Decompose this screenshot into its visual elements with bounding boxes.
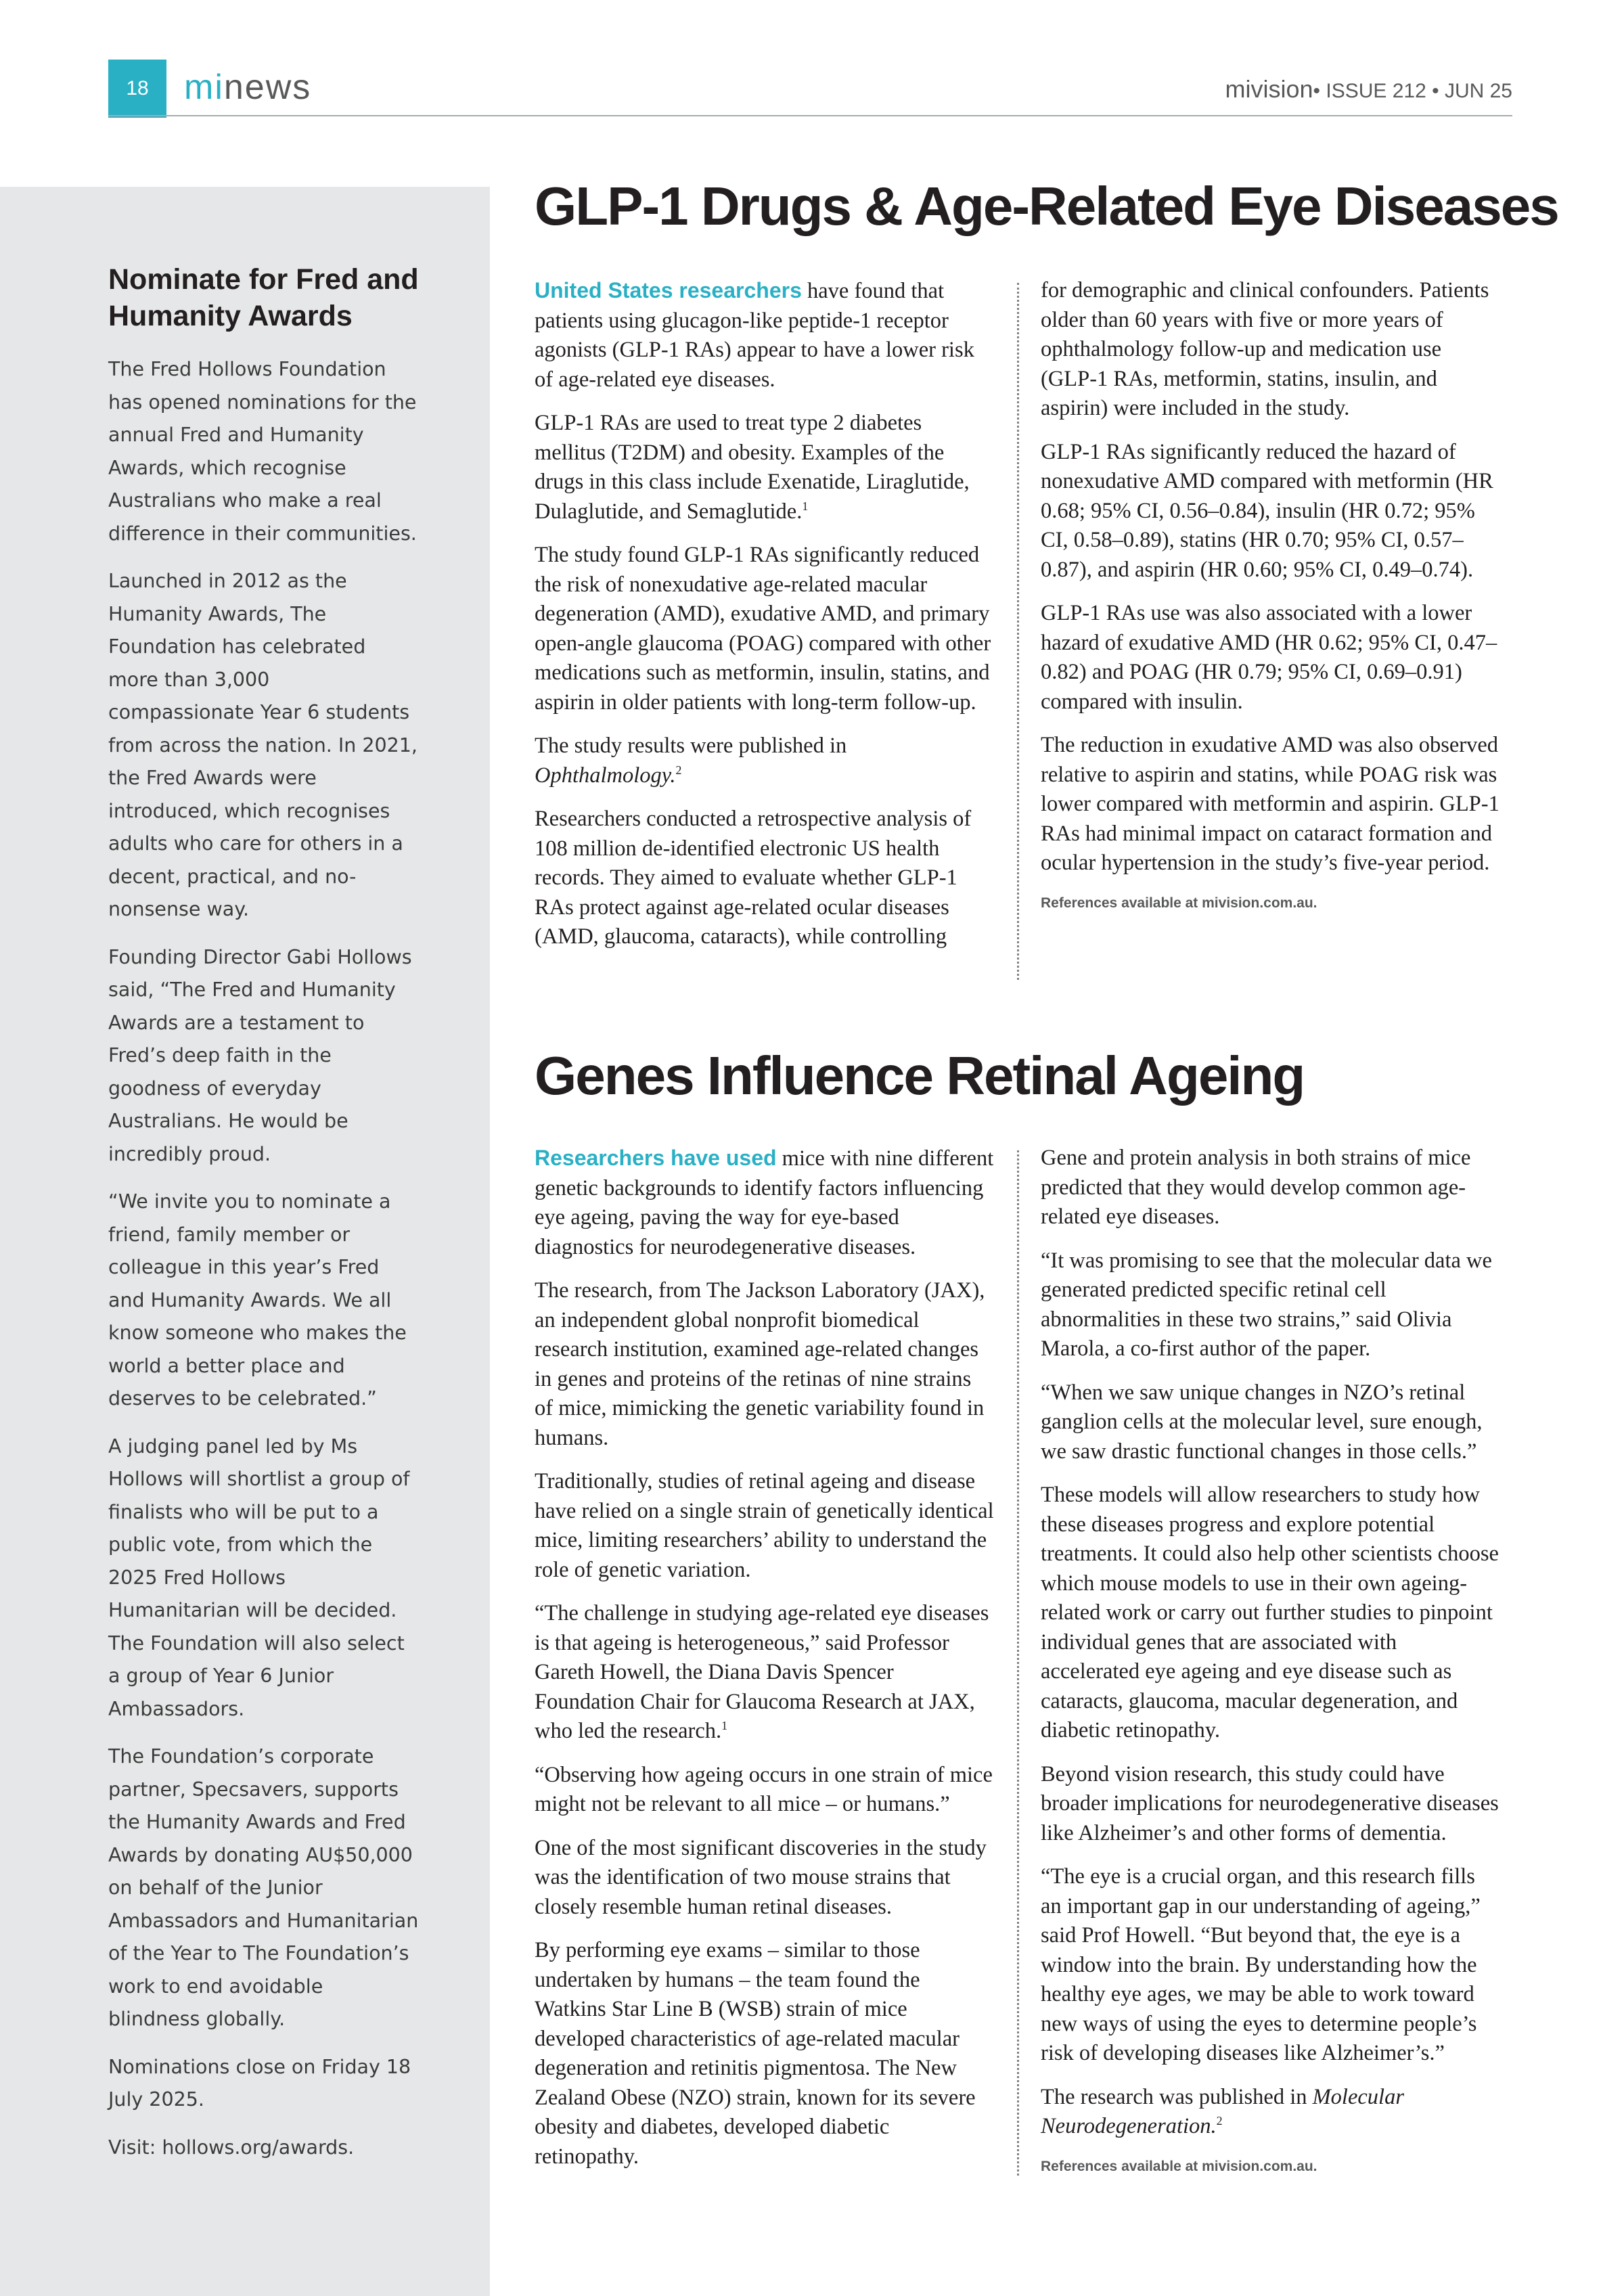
article2-paragraph: “It was promising to see that the molecular data we generated predicted specific retinal cell abnormalities in these two strains,” said Olivia Marola, a co-first author of the paper. (1041, 1248, 1492, 1361)
article2-paragraph: These models will allow researchers to study how these diseases progress and explore potential treatments. It could also help other scientists choose which mouse models to use in their own ageing-related work or carry out further studies to pinpoint individual genes that are associated with accelerated eye ageing and eye disease such as cataracts, glaucoma, macular degeneration, and diabetic retinopathy. (1041, 1483, 1499, 1742)
article2-paragraph: One of the most significant discoveries in the study was the identification of two mouse strains that closely resemble human retinal diseases. (535, 1835, 987, 1919)
article1-column-right (1041, 276, 1501, 928)
header-rule (108, 115, 1512, 116)
sidebar-paragraph: “We invite you to nominate a friend, family member or colleague in this year’s Fred and Humanity Awards. We all know someone who makes the world a better place and deserves to be celebrated.” (108, 1190, 407, 1410)
column-divider (1017, 1150, 1019, 2176)
article2-paragraph: The research was published in Molecular Neurodegeneration.$^2$ (1041, 2084, 1404, 2138)
article1-title: GLP-1 Drugs & Age-Related Eye Diseases (535, 176, 1558, 236)
article1-paragraph: for demographic and clinical confounders. Patients older than 60 years with five or more years of ophthalmology follow-up and medication use (GLP-1 RAs, metformin, statins, insulin, and aspirin) were included in the study. (1041, 278, 1489, 420)
article1-paragraph: Researchers conducted a retrospective analysis of 108 million de-identified electronic US health records. They aimed to evaluate whether GLP-1 RAs protect against age-related ocular diseases (AMD, glaucoma, cataracts), while controlling (535, 807, 972, 949)
publication-name: mivision (1225, 75, 1313, 103)
sidebar-paragraph: Nominations close on Friday 18 July 2025. (108, 2055, 411, 2111)
reference-marker: 1 (721, 1719, 728, 1733)
brand-prefix: mi (184, 68, 224, 107)
sidebar-paragraph: Founding Director Gabi Hollows said, “The Fred and Humanity Awards are a testament to Fred’s deep faith in the goodness of everyday Australians. He would be incredibly proud. (108, 945, 412, 1165)
article2-paragraph: “The eye is a crucial organ, and this research fills an important gap in our understanding of ageing,” said Prof Howell. “But beyond that, the eye is a window into the brain. By understanding how the healthy eye ages, we may be able to work toward new ways of using the eyes to determine people’s risk of developing diseases like Alzheimer’s.” (1041, 1864, 1481, 2065)
reference-marker: 1 (802, 499, 809, 513)
article2-paragraph: Researchers have used mice with nine different genetic backgrounds to identify factors influencing eye ageing, paving the way for eye-based diagnostics for neurodegenerative diseases. (535, 1146, 994, 1259)
article2-paragraph: Gene and protein analysis in both strains of mice predicted that they would develop common age-related eye diseases. (1041, 1146, 1471, 1229)
journal-name: Ophthalmology. (535, 763, 676, 788)
article1-references-link[interactable]: References available at mivision.com.au. (1041, 895, 1317, 911)
article1-paragraph: The reduction in exudative AMD was also observed relative to aspirin and statins, while POAG risk was lower compared with metformin and aspirin. GLP-1 RAs had minimal impact on cataract formation and ocular hypertension in the study’s five-year period. (1041, 733, 1499, 875)
issue-date: • ISSUE 212 • JUN 25 (1313, 80, 1512, 102)
article2-references-link[interactable]: References available at mivision.com.au. (1041, 2158, 1317, 2174)
article1-paragraph: The study results were published in Ophthalmology.$^2$ (535, 734, 847, 788)
journal-name: Molecular Neurodegeneration. (1041, 2084, 1404, 2138)
reference-marker: 2 (1216, 2114, 1223, 2128)
brand-suffix: news (223, 68, 312, 107)
page-number: 18 (108, 60, 166, 118)
sidebar-content (108, 261, 420, 2179)
article2-paragraph: “The challenge in studying age-related eye diseases is that ageing is heterogeneous,” said Professor Gareth Howell, the Diana Davis Spencer Foundation Chair for Glaucoma Research at JAX, who led the research.$^1$ (535, 1601, 989, 1743)
article2-column-right (1041, 1144, 1501, 2191)
article1-paragraph: The study found GLP-1 RAs significantly reduced the risk of nonexudative age-related macular degeneration (AMD), exudative AMD, and primary open-angle glaucoma (POAG) compared with other medications such as metformin, insulin, statins, and aspirin in older patients with long-term follow-up. (535, 543, 991, 715)
article2-lead: Researchers have used (535, 1146, 777, 1170)
article1-paragraph: United States researchers have found that patients using glucagon-like peptide-1 receptor agonists (GLP-1 RAs) appear to have a lower risk of age-related eye diseases. (535, 278, 974, 392)
article2-paragraph: “When we saw unique changes in NZO’s retinal ganglion cells at the molecular level, sure enough, we saw drastic functional changes in those cells.” (1041, 1380, 1483, 1464)
article1-lead: United States researchers (535, 278, 802, 302)
reference-marker: 2 (675, 763, 682, 777)
article2-paragraph: By performing eye exams – similar to those undertaken by humans – the team found the Watkins Star Line B (WSB) strain of mice developed characteristics of age-related macular degeneration and retinitis pigmentosa. The New Zealand Obese (NZO) strain, known for its severe obesity and diabetes, developed diabetic retinopathy. (535, 1938, 976, 2169)
section-brand (184, 64, 311, 111)
article1-paragraph: GLP-1 RAs are used to treat type 2 diabetes mellitus (T2DM) and obesity. Examples of the drugs in this class include Exenatide, Liraglutide, Dulaglutide, and Semaglutide.$^1$ (535, 411, 970, 524)
page-header (108, 60, 1512, 118)
sidebar-visit-link[interactable]: Visit: hollows.org/awards. (108, 2136, 355, 2159)
article2-title: Genes Influence Retinal Ageing (535, 1045, 1305, 1106)
article1-paragraph: GLP-1 RAs significantly reduced the hazard of nonexudative AMD compared with metformin (HR 0.68; 95% CI, 0.56–0.84), insulin (HR 0.72; 95% CI, 0.58–0.89), statins (HR 0.70; 95% CI, 0.57–0.87), and aspirin (HR 0.60; 95% CI, 0.49–0.74). (1041, 439, 1493, 582)
issue-info (1225, 74, 1513, 106)
sidebar-panel (0, 187, 490, 2296)
article2-paragraph: “Observing how ageing occurs in one strain of mice might not be relevant to all mice – or humans.” (535, 1762, 993, 1816)
sidebar-title: Nominate for Fred and Humanity Awards (108, 263, 419, 332)
article2-paragraph: Beyond vision research, this study could have broader implications for neurodegenerative diseases like Alzheimer’s and other forms of dementia. (1041, 1761, 1499, 1845)
article1-column-left (535, 276, 995, 966)
sidebar-paragraph: The Foundation’s corporate partner, Specsavers, supports the Humanity Awards and Fred Awards by donating AU$50,000 on behalf of the Junior Ambassadors and Humanitarian of the Year to The Foundation’s work to end avoidable blindness globally. (108, 1745, 419, 2030)
column-divider (1017, 283, 1019, 980)
sidebar-paragraph: The Fred Hollows Foundation has opened nominations for the annual Fred and Humanity Awards, which recognise Australians who make a real difference in their communities. (108, 358, 417, 545)
article2-paragraph: Traditionally, studies of retinal ageing and disease have relied on a single strain of genetically identical mice, limiting researchers’ ability to understand the role of genetic variation. (535, 1469, 994, 1582)
article2-paragraph: The research, from The Jackson Laboratory (JAX), an independent global nonprofit biomedical research institution, examined age-related changes in genes and proteins of the retinas of nine strains of mice, mimicking the genetic variability found in humans. (535, 1278, 985, 1450)
sidebar-paragraph: Launched in 2012 as the Humanity Awards, The Foundation has celebrated more than 3,000 compassionate Year 6 students from across the nation. In 2021, the Fred Awards were introduced, which recognises adults who care for others in a decent, practical, and no-nonsense way. (108, 570, 418, 920)
article2-column-left (535, 1144, 995, 2186)
article1-paragraph: GLP-1 RAs use was also associated with a lower hazard of exudative AMD (HR 0.62; 95% CI, 0.47–0.82) and POAG (HR 0.79; 95% CI, 0.69–0.91) compared with insulin. (1041, 601, 1497, 714)
sidebar-paragraph: A judging panel led by Ms Hollows will shortlist a group of finalists who will be put to a public vote, from which the 2025 Fred Hollows Humanitarian will be decided. The Foundation will also select a group of Year 6 Junior Ambassadors. (108, 1435, 410, 1720)
